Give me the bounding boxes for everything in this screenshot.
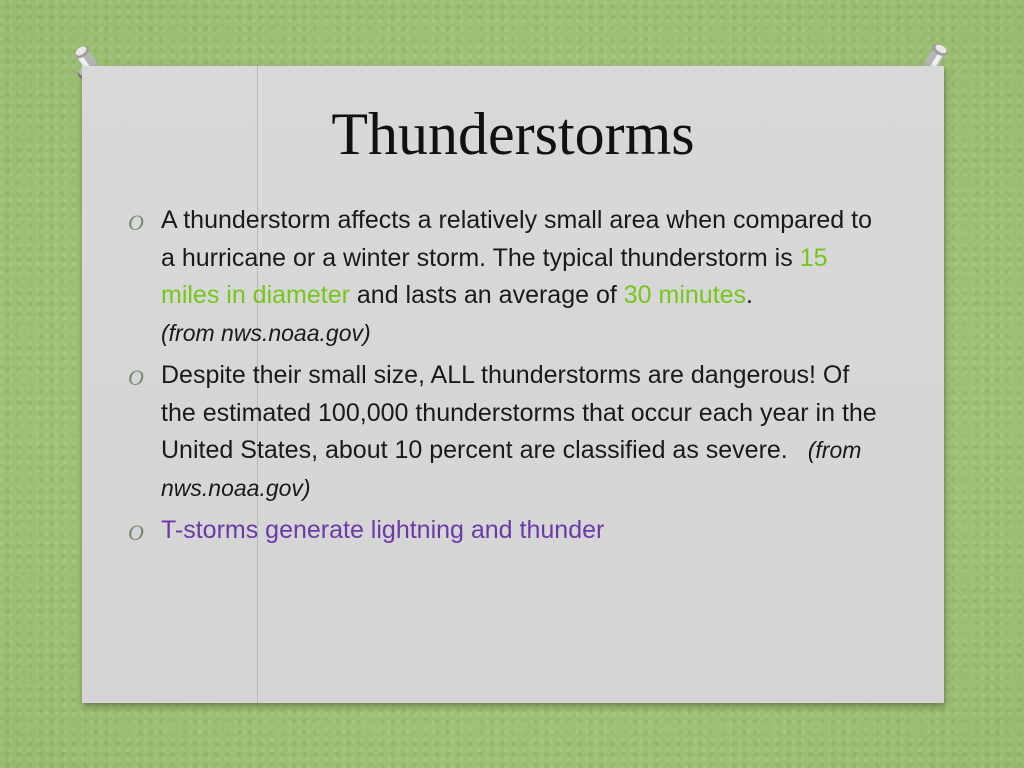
bullet-text: A thunderstorm affects a relatively small area when compared to a hurricane or a winter storm. The typical thunderstorm is	[161, 206, 872, 272]
bullet-text: T-storms generate lightning and thunder	[161, 516, 605, 544]
bullet-list	[128, 202, 888, 555]
bullet-item	[128, 357, 888, 507]
highlight-duration: 30 minutes	[623, 281, 747, 309]
slide-card	[82, 66, 944, 703]
bullet-text: Despite their small size, ALL thunderstorms are dangerous! Of the estimated 100,000 thunderstorms that occur each year in the United States, about 10 percent are classified as severe.	[161, 361, 877, 464]
bullet-text: .	[746, 281, 753, 309]
bullet-marker-icon: O	[128, 210, 144, 235]
citation: (from nws.noaa.gov)	[161, 319, 371, 346]
slide-title: Thunderstorms	[331, 101, 695, 167]
bullet-text: and lasts an average of	[349, 281, 624, 309]
citation: (from nws.noaa.gov)	[161, 437, 862, 501]
bullet-item	[128, 512, 888, 550]
highlight-diameter: 15 miles in diameter	[161, 243, 828, 309]
bullet-item	[128, 202, 888, 352]
bullet-marker-icon: O	[128, 520, 144, 545]
bullet-marker-icon: O	[128, 365, 144, 390]
